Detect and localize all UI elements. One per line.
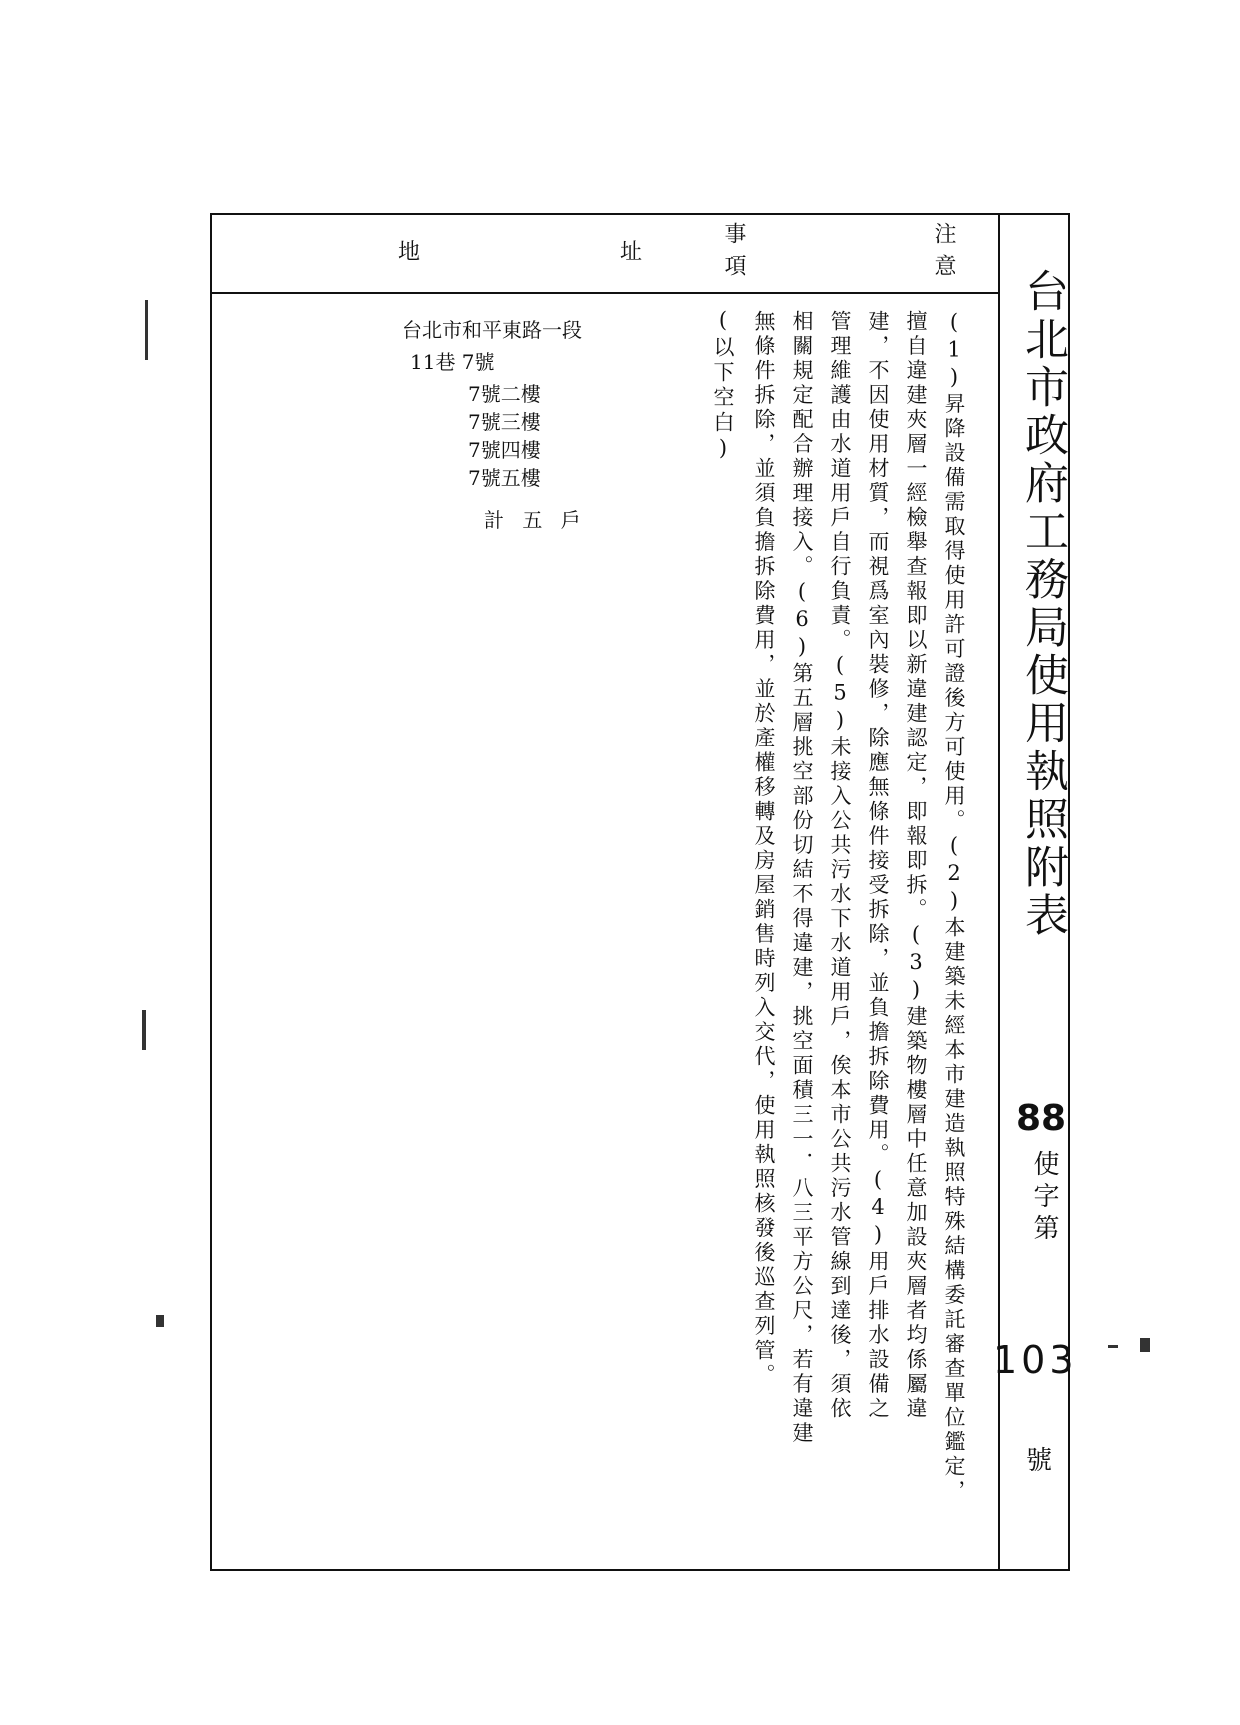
permit-suffix: 號 (1026, 1446, 1053, 1476)
header-address-right: 址 (620, 240, 643, 265)
permit-year: 88 (1016, 1098, 1067, 1139)
header-divider (210, 292, 1000, 294)
permit-number: 103 (993, 1338, 1078, 1382)
scan-artifact (156, 1315, 164, 1327)
permit-char: 使字第 (1029, 1150, 1059, 1246)
header-address-left: 地 (398, 240, 421, 265)
note-column: 相關規定配合辦理接入。(6)第五層挑空部份切結不得違建，挑空面積三一．八三平方公尺，若有違建 (790, 310, 814, 1446)
address-total: 計 五 戶 (484, 508, 587, 532)
address-line-1: 台北市和平東路一段 (402, 318, 582, 342)
form-title: 台北市政府工務局使用執照附表 (1017, 268, 1068, 940)
note-column: 建，不因使用材質，而視爲室內裝修，除應無條件接受拆除，並負擔拆除費用。(4)用戶排水設備之 (866, 310, 890, 1422)
note-column: 管理維護由水道用戶自行負責。(5)未接入公共污水下水道用戶，俟本市公共污水管線到達後，須依 (828, 310, 852, 1422)
header-notes: 注意 (931, 222, 956, 286)
address-floor: 7號二樓 (468, 382, 541, 406)
note-column: 無條件拆除，並須負擔拆除費用，並於產權移轉及房屋銷售時列入交代，使用執照核發後巡查列管。 (752, 310, 776, 1388)
scan-artifact (1108, 1345, 1118, 1348)
header-matters: 事項 (721, 222, 746, 286)
scan-artifact (145, 300, 148, 360)
address-line-2: 11巷 7號 (410, 350, 495, 374)
scan-artifact (1140, 1338, 1150, 1352)
blank-note: (以下空白) (711, 308, 735, 464)
address-floor: 7號五樓 (468, 466, 541, 490)
note-column: 擅自違建夾層一經檢舉查報即以新違建認定，即報即拆。(3)建築物樓層中任意加設夾層者均係屬違 (904, 310, 928, 1422)
note-column: (1)昇降設備需取得使用許可證後方可使用。(2)本建築未經本市建造執照特殊結構委託審查單位鑑定， (942, 310, 966, 1504)
scan-artifact (142, 1010, 146, 1050)
address-floor: 7號四樓 (468, 438, 541, 462)
address-floor: 7號三樓 (468, 410, 541, 434)
